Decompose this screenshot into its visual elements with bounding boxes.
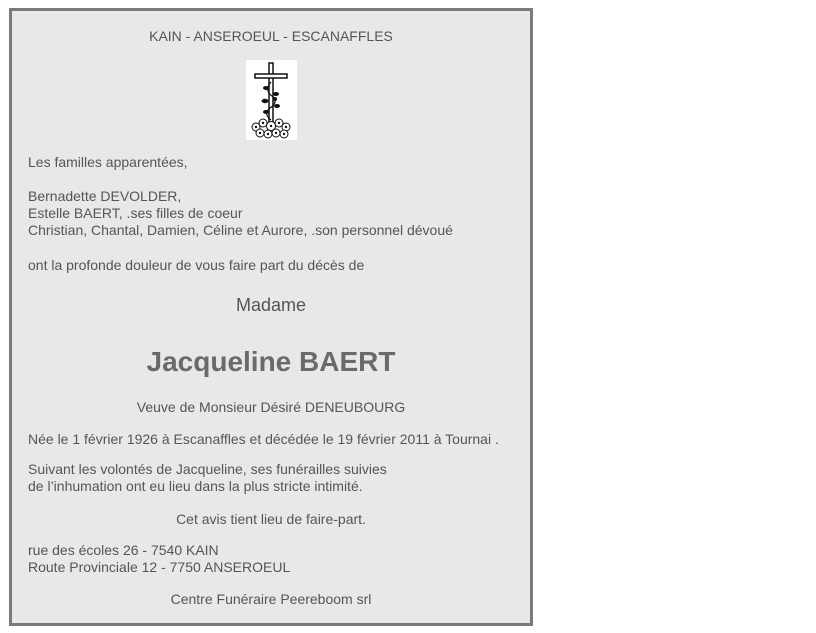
birth-death-text: Née le 1 février 1926 à Escanaffles et décédée le 19 février 2011 à Tournai . [28,431,499,447]
relative-line: Bernadette DEVOLDER, [28,188,182,204]
locations-header: KAIN - ANSEROEUL - ESCANAFFLES [149,28,393,44]
relative-line: Christian, Chantal, Damien, Céline et Aurore, .son personnel dévoué [28,222,453,238]
address-line: rue des écoles 26 - 7540 KAIN [28,542,219,558]
relative-line: Estelle BAERT, .ses filles de coeur [28,205,243,221]
funeral-line: de l’inhumation ont eu lieu dans la plus stricte intimité. [28,478,363,494]
deceased-name: Jacqueline BAERT [146,346,396,377]
families-text: Les familles apparentées, [28,154,188,170]
address-line: Route Provinciale 12 - 7750 ANSEROEUL [28,559,291,575]
funeral-line: Suivant les volontés de Jacqueline, ses funérailles suivies [28,461,387,477]
obituary-notice [9,8,533,626]
announcement-text: ont la profonde douleur de vous faire part du décès de [28,257,365,273]
widow-of-text: Veuve de Monsieur Désiré DENEUBOURG [136,399,406,415]
honorific: Madame [235,295,307,315]
cross-with-flowers-icon [246,60,297,140]
notice-text: Cet avis tient lieu de faire-part. [176,511,366,527]
funeral-home: Centre Funéraire Peereboom srl [170,591,372,607]
